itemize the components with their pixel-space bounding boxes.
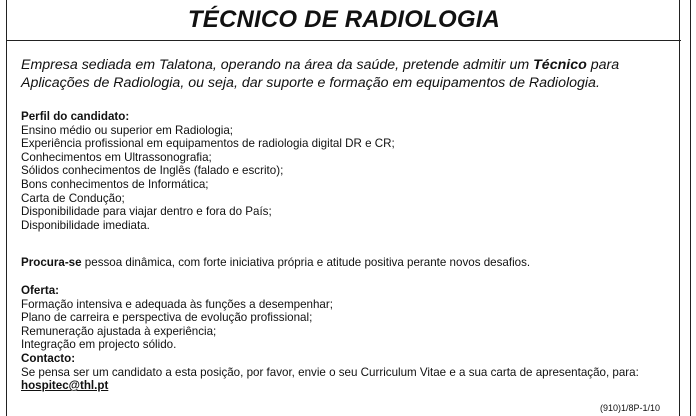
procura-heading: Procura-se: [21, 256, 82, 269]
offer-section: [21, 284, 671, 393]
ad-reference-code: (910)1/8P-1/10: [600, 403, 661, 413]
ad-title: TÉCNICO DE RADIOLOGIA: [187, 6, 501, 33]
job-ad-frame: [6, 0, 680, 416]
intro-text-end: para Aplicações de Radiologia, ou seja, dar suporte e formação em equipamentos de Radiologia.: [21, 57, 620, 91]
profile-item: Experiência profissional em equipamentos de radiologia digital DR e CR;: [21, 137, 395, 151]
procura-text: pessoa dinâmica, com forte iniciativa própria e atitude positiva perante novos desafios.: [81, 256, 531, 269]
ad-intro: [21, 56, 671, 92]
offer-item: Remuneração ajustada à experiência;: [21, 324, 217, 338]
profile-item: Ensino médio ou superior em Radiologia;: [21, 123, 234, 137]
procura-section: [21, 256, 671, 270]
offer-item: Formação intensiva e adequada às funções a desempenhar;: [21, 297, 333, 311]
contact-heading: Contacto:: [21, 351, 76, 365]
contact-email-link[interactable]: hospitec@thl.pt: [21, 379, 109, 393]
offer-item: Integração em projecto sólido.: [21, 338, 177, 352]
profile-item: Conhecimentos em Ultrassonografia;: [21, 150, 212, 164]
profile-item: Bons conhecimentos de Informática;: [21, 177, 209, 191]
profile-item: Disponibilidade imediata.: [21, 218, 150, 232]
profile-heading: Perfil do candidato:: [21, 110, 130, 123]
contact-text-block: [21, 366, 671, 393]
intro-highlight: Técnico: [533, 57, 587, 73]
contact-text: Se pensa ser um candidato a esta posição, por favor, envie o seu Curriculum Vitae e a sua carta de apresentação, para:: [21, 365, 639, 379]
offer-heading: Oferta:: [21, 284, 60, 297]
adjacent-column-border: [690, 0, 696, 416]
intro-text-start: Empresa sediada em Talatona, operando na área da saúde, pretende admitir um: [21, 57, 534, 73]
profile-item: Disponibilidade para viajar dentro e fora do País;: [21, 205, 272, 219]
offer-item: Plano de carreira e perspectiva de evolução profissional;: [21, 311, 313, 325]
profile-item: Carta de Condução;: [21, 191, 125, 205]
title-divider: [7, 40, 681, 41]
profile-item: Sólidos conhecimentos de Inglês (falado e escrito);: [21, 164, 284, 178]
profile-section: [21, 110, 671, 232]
